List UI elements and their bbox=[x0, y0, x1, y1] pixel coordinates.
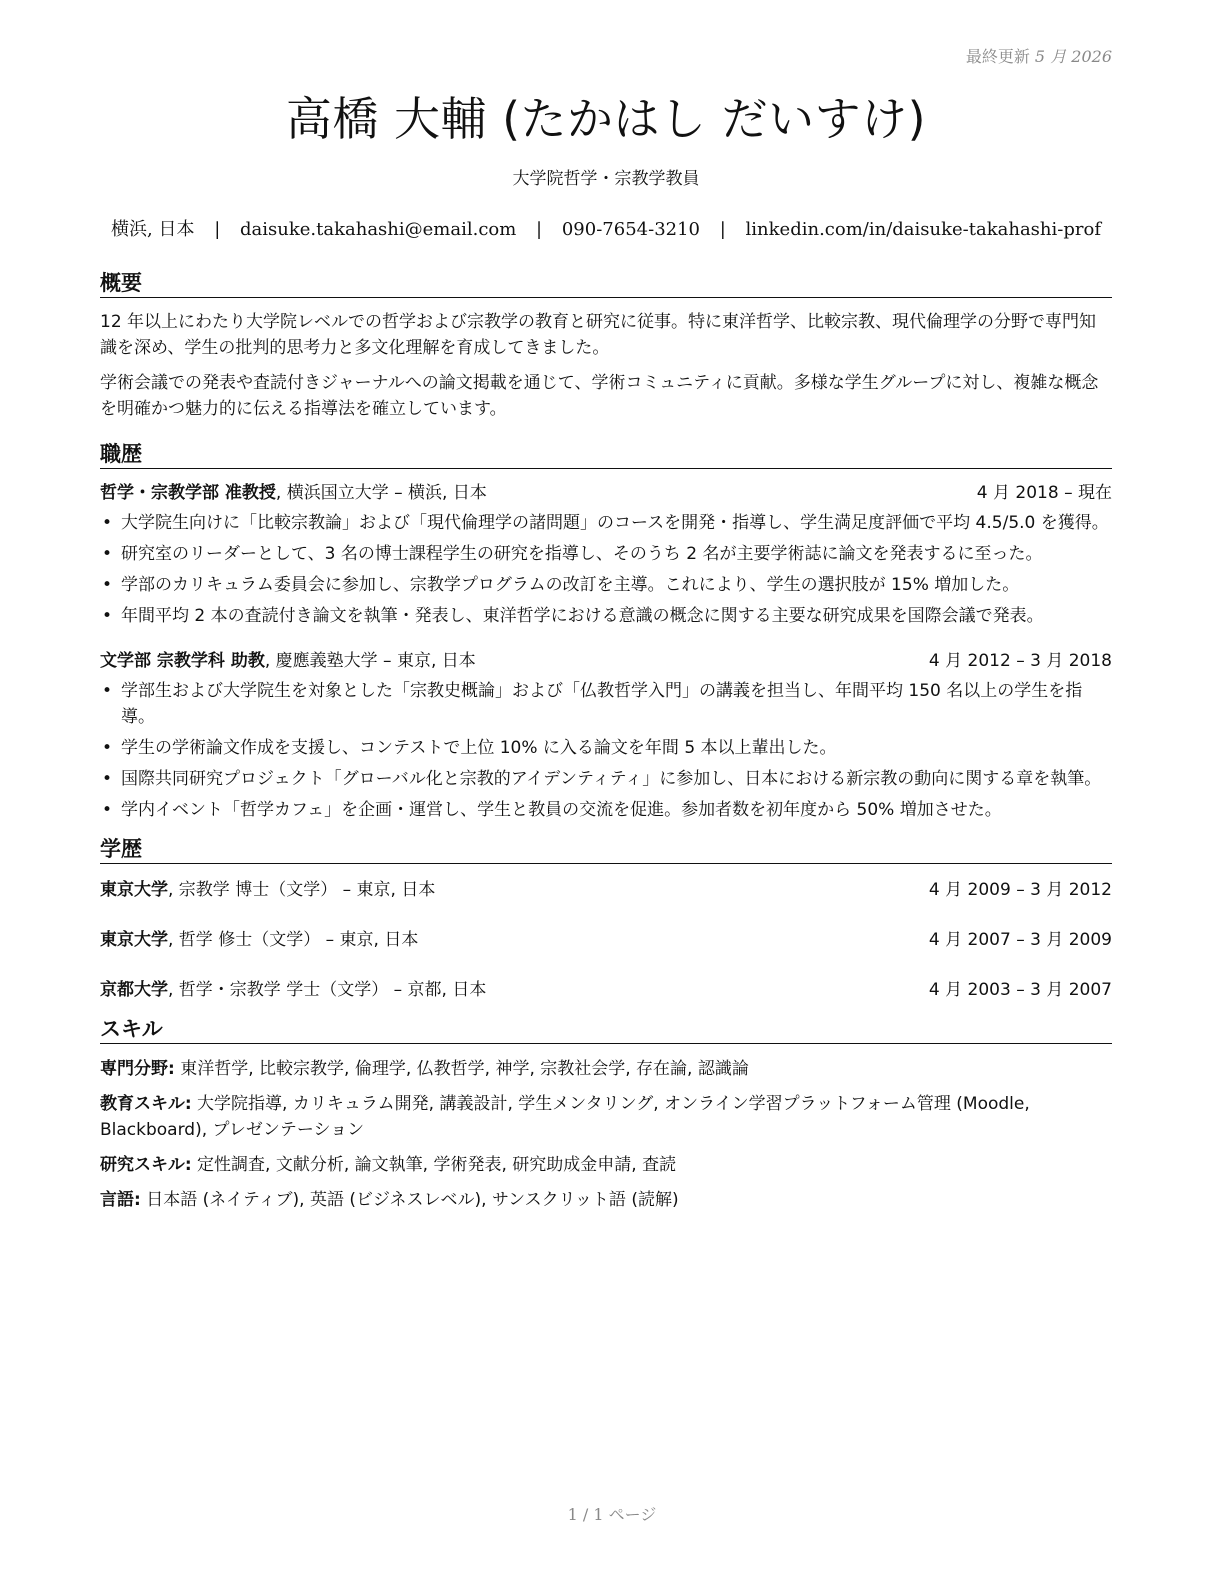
skill-label: 言語: bbox=[100, 1190, 141, 1210]
education-entry bbox=[100, 877, 1112, 903]
skill-value: 日本語 (ネイティブ), 英語 (ビジネスレベル), サンスクリット語 (読解) bbox=[140, 1190, 679, 1210]
education-detail: , 宗教学 博士（文学） – 東京, 日本 bbox=[168, 880, 436, 900]
section-heading-experience: 職歴 bbox=[100, 440, 1112, 469]
job-org: , 横浜国立大学 – 横浜, 日本 bbox=[275, 483, 487, 503]
contact-separator: | bbox=[719, 219, 726, 240]
section-heading-summary: 概要 bbox=[100, 269, 1112, 298]
contact-separator: | bbox=[536, 219, 543, 240]
skill-value: 大学院指導, カリキュラム開発, 講義設計, 学生メンタリング, オンライン学習プラットフォーム管理 (Moodle, Blackboard), プレゼンテーション bbox=[100, 1094, 1030, 1140]
person-title: 大学院哲学・宗教学教員 bbox=[512, 169, 700, 189]
summary-section bbox=[100, 269, 1112, 422]
skill-label: 専門分野: bbox=[100, 1059, 175, 1079]
job-org: , 慶應義塾大学 – 東京, 日本 bbox=[264, 651, 476, 671]
education-dates: 4 月 2003 – 3 月 2007 bbox=[928, 980, 1112, 1000]
skill-label: 研究スキル: bbox=[100, 1155, 192, 1175]
skill-line bbox=[100, 1091, 1112, 1143]
skill-label: 教育スキル: bbox=[100, 1094, 192, 1114]
job-entry bbox=[100, 480, 1112, 629]
skill-value: 東洋哲学, 比較宗教学, 倫理学, 仏教哲学, 神学, 宗教社会学, 存在論, 認識論 bbox=[174, 1059, 749, 1079]
section-heading-education: 学歴 bbox=[100, 835, 1112, 864]
bullet-item: • 国際共同研究プロジェクト「グローバル化と宗教的アイデンティティ」に参加し、日本における新宗教の動向に関する章を執筆。 bbox=[100, 766, 1112, 792]
summary-paragraph: 12 年以上にわたり大学院レベルでの哲学および宗教学の教育と研究に従事。特に東洋哲学、比較宗教、現代倫理学の分野で専門知識を深め、学生の批判的思考力と多文化理解を育成してきました。 bbox=[100, 312, 1097, 358]
last-updated bbox=[966, 44, 1112, 67]
job-bullets bbox=[100, 510, 1112, 629]
contact-separator: | bbox=[214, 219, 221, 240]
bullet-item: • 研究室のリーダーとして、3 名の博士課程学生の研究を指導し、そのうち 2 名が主要学術誌に論文を発表するに至った。 bbox=[100, 541, 1112, 567]
section-heading-skills: スキル bbox=[100, 1015, 1112, 1044]
contact-location: 横浜, 日本 bbox=[111, 219, 195, 240]
skill-line bbox=[100, 1056, 1112, 1082]
education-entry bbox=[100, 977, 1112, 1003]
bullet-item: • 学部生および大学院生を対象とした「宗教史概論」および「仏教哲学入門」の講義を担当し、年間平均 150 名以上の学生を指導。 bbox=[100, 678, 1112, 730]
job-header bbox=[100, 648, 1112, 674]
bullet-item: • 年間平均 2 本の査読付き論文を執筆・発表し、東洋哲学における意識の概念に関する主要な研究成果を国際会議で発表。 bbox=[100, 603, 1112, 629]
job-dates: 4 月 2018 – 現在 bbox=[976, 483, 1112, 503]
education-dates: 4 月 2007 – 3 月 2009 bbox=[928, 930, 1112, 950]
page-number: 1 / 1 ページ bbox=[567, 1505, 657, 1524]
skill-value: 定性調査, 文献分析, 論文執筆, 学術発表, 研究助成金申請, 査読 bbox=[191, 1155, 677, 1175]
last-updated-label: 最終更新 bbox=[965, 47, 1030, 66]
job-bullets bbox=[100, 678, 1112, 823]
resume-page bbox=[100, 0, 1112, 1213]
skill-line bbox=[100, 1152, 1112, 1178]
experience-section bbox=[100, 440, 1112, 823]
skill-line bbox=[100, 1187, 1112, 1213]
education-school: 東京大学 bbox=[100, 930, 168, 950]
education-section bbox=[100, 835, 1112, 1003]
contact-line bbox=[100, 215, 1112, 241]
skills-section bbox=[100, 1015, 1112, 1213]
education-detail: , 哲学・宗教学 学士（文学） – 京都, 日本 bbox=[168, 980, 487, 1000]
education-dates: 4 月 2009 – 3 月 2012 bbox=[928, 880, 1112, 900]
job-header bbox=[100, 480, 1112, 506]
contact-email[interactable]: daisuke.takahashi@email.com bbox=[240, 219, 517, 240]
summary-paragraph: 学術会議での発表や査読付きジャーナルへの論文掲載を通じて、学術コミュニティに貢献。多様な学生グループに対し、複雑な概念を明確かつ魅力的に伝える指導法を確立しています。 bbox=[100, 373, 1099, 419]
education-school: 東京大学 bbox=[100, 880, 168, 900]
job-title: 哲学・宗教学部 准教授 bbox=[100, 483, 276, 503]
job-entry bbox=[100, 648, 1112, 823]
contact-phone[interactable]: 090-7654-3210 bbox=[561, 219, 700, 240]
bullet-item: • 学生の学術論文作成を支援し、コンテストで上位 10% に入る論文を年間 5 本以上輩出した。 bbox=[100, 735, 1112, 761]
contact-linkedin[interactable]: linkedin.com/in/daisuke-takahashi-prof bbox=[745, 219, 1101, 240]
bullet-item: • 大学院生向けに「比較宗教論」および「現代倫理学の諸問題」のコースを開発・指導し、学生満足度評価で平均 4.5/5.0 を獲得。 bbox=[100, 510, 1112, 536]
education-entry bbox=[100, 927, 1112, 953]
last-updated-date: 5 月 2026 bbox=[1034, 47, 1112, 66]
education-school: 京都大学 bbox=[100, 980, 168, 1000]
job-dates: 4 月 2012 – 3 月 2018 bbox=[928, 651, 1112, 671]
education-detail: , 哲学 修士（文学） – 東京, 日本 bbox=[168, 930, 419, 950]
person-name: 高橋 大輔 (たかはし だいすけ) bbox=[285, 92, 927, 146]
bullet-item: • 学部のカリキュラム委員会に参加し、宗教学プログラムの改訂を主導。これにより、学生の選択肢が 15% 増加した。 bbox=[100, 572, 1112, 598]
job-title: 文学部 宗教学科 助教 bbox=[100, 651, 265, 671]
bullet-item: • 学内イベント「哲学カフェ」を企画・運営し、学生と教員の交流を促進。参加者数を初年度から 50% 増加させた。 bbox=[100, 797, 1112, 823]
